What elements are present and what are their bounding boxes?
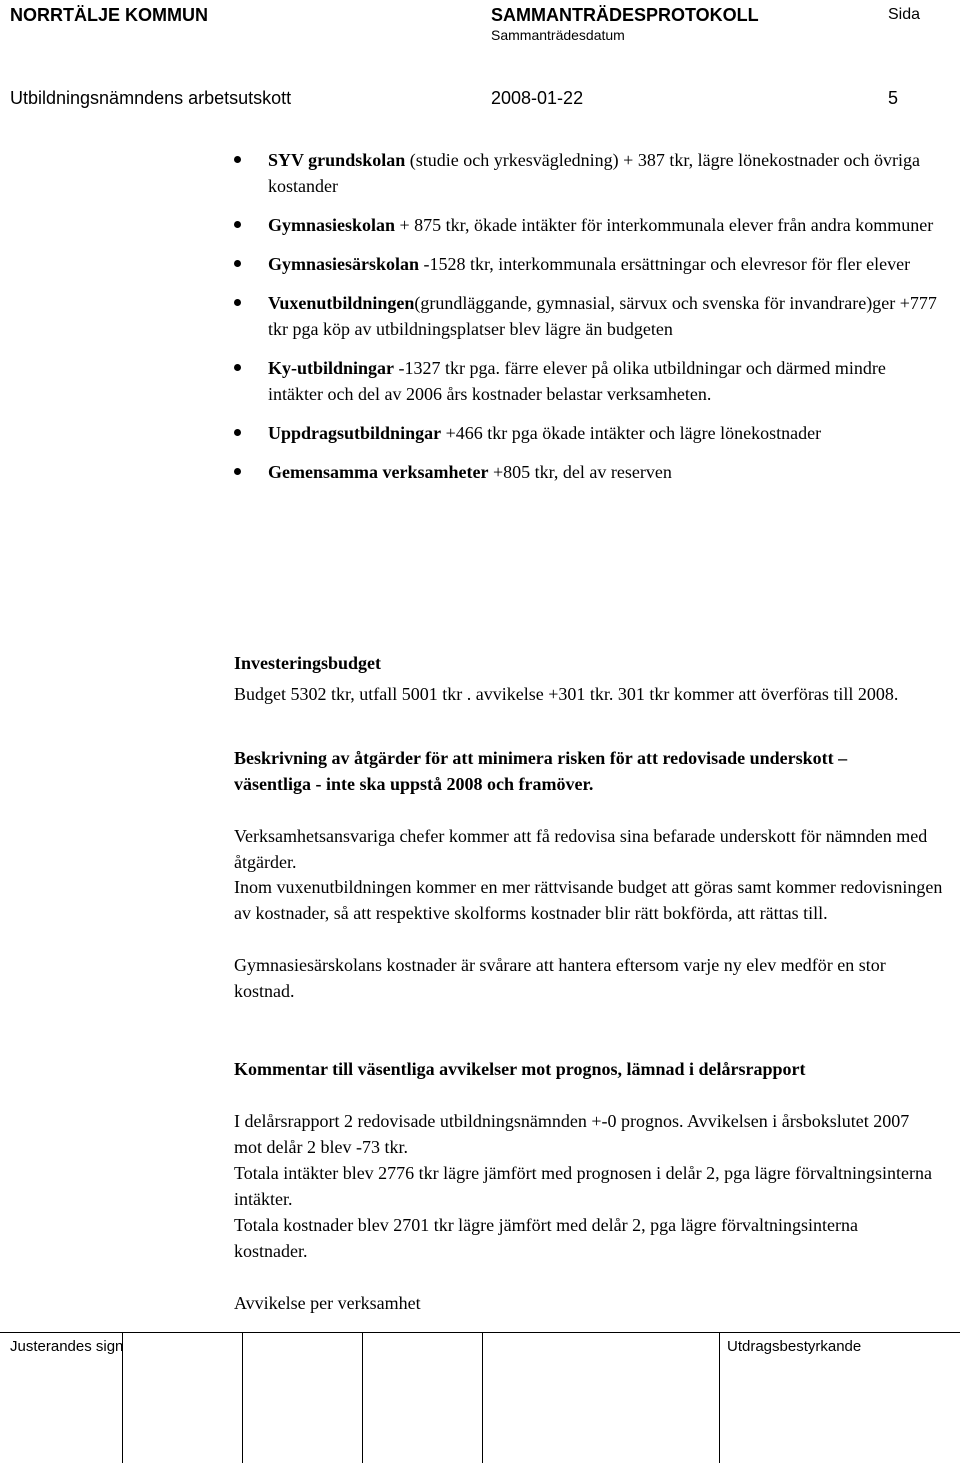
comment-para-4: Avvikelse per verksamhet — [234, 1293, 421, 1313]
signature-box-divider — [242, 1332, 243, 1463]
measures-para-2: Inom vuxenutbildningen kommer en mer rättvisande budget att göras samt kommer redovisningen av kostnader, så att respektive skolforms kostnader blir rätt bokförda, att rättas till. — [234, 877, 943, 923]
signature-box-divider — [719, 1332, 720, 1463]
list-item: Gemensamma verksamheter +805 tkr, del av reserven — [232, 459, 942, 485]
investment-text: Budget 5302 tkr, utfall 5001 tkr . avvikelse +301 tkr. 301 tkr kommer att överföras till 2008. — [234, 684, 899, 704]
bullet-icon — [234, 156, 241, 163]
measures-para-3: Gymnasiesärskolans kostnader är svårare att hantera eftersom varje ny elev medför en stor kostnad. — [234, 955, 886, 1001]
committee-name: Utbildningsnämndens arbetsutskott — [10, 88, 292, 108]
document-type: SAMMANTRÄDESPROTOKOLL — [491, 5, 759, 25]
footer-divider — [0, 1332, 960, 1333]
certification-label: Utdragsbestyrkande — [727, 1338, 862, 1355]
list-item: Gymnasieskolan + 875 tkr, ökade intäkter för interkommunala elever från andra kommuner — [232, 212, 942, 238]
comment-para-2: Totala intäkter blev 2776 tkr lägre jämfört med prognosen i delår 2, pga lägre förvaltningsinterna intäkter. — [234, 1163, 933, 1209]
comment-para-1: I delårsrapport 2 redovisade utbildningsnämnden +-0 prognos. Avvikelsen i årsbokslutet 2007 mot delår 2 blev -73 tkr. — [234, 1111, 910, 1157]
comment-para-3: Totala kostnader blev 2701 tkr lägre jämfört med delår 2, pga lägre förvaltningsinterna kostnader. — [234, 1215, 859, 1261]
measures-heading: Beskrivning av åtgärder för att minimera risken för att redovisade underskott – väsentliga - inte ska uppstå 2008 och framöver. — [234, 748, 848, 794]
bullet-icon — [234, 468, 241, 475]
org-name: NORRTÄLJE KOMMUN — [10, 5, 208, 25]
bullet-icon — [234, 260, 241, 267]
bullet-icon — [234, 429, 241, 436]
list-item: SYV grundskolan (studie och yrkesvägledning) + 387 tkr, lägre lönekostnader och övriga kostander — [232, 147, 942, 199]
list-item: Gymnasiesärskolan -1528 tkr, interkommunala ersättningar och elevresor för fler elever — [232, 251, 942, 277]
page-number: 5 — [888, 88, 899, 108]
bullet-icon — [234, 364, 241, 371]
comment-heading: Kommentar till väsentliga avvikelser mot prognos, lämnad i delårsrapport — [234, 1059, 806, 1079]
signature-box-divider — [362, 1332, 363, 1463]
page-label: Sida — [888, 6, 921, 23]
measures-para-1: Verksamhetsansvariga chefer kommer att få redovisa sina befarade underskott för nämnden med åtgärder. — [234, 826, 928, 872]
list-item: Vuxenutbildningen(grundläggande, gymnasial, särvux och svenska för invandrare)ger +777 tkr pga köp av utbildningsplatser blev lägre än budgeten — [232, 290, 942, 342]
meeting-date-label: Sammanträdesdatum — [491, 27, 625, 43]
investment-heading: Investeringsbudget — [234, 653, 382, 673]
deviation-list — [232, 147, 942, 498]
list-item: Uppdragsutbildningar +466 tkr pga ökade intäkter och lägre lönekostnader — [232, 420, 942, 446]
bullet-icon — [234, 299, 241, 306]
signature-box-divider — [482, 1332, 483, 1463]
meeting-date: 2008-01-22 — [491, 88, 584, 108]
bullet-icon — [234, 221, 241, 228]
list-item: Ky-utbildningar -1327 tkr pga. färre elever på olika utbildningar och därmed mindre intäkter och del av 2006 års kostnader belastar verksamheten. — [232, 355, 942, 407]
signature-label: Justerandes sign — [10, 1338, 124, 1355]
